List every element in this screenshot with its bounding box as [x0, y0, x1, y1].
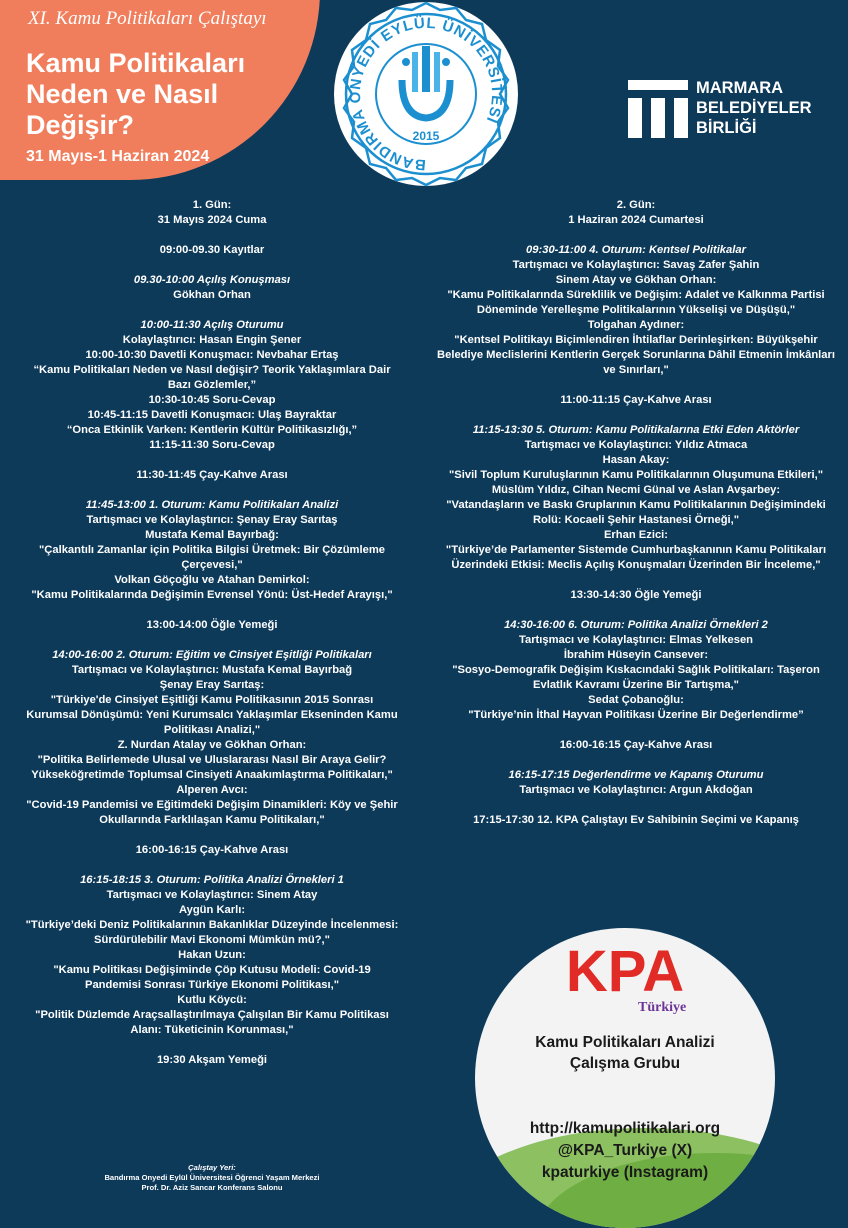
program-line: 19:30 Akşam Yemeği: [156, 1054, 268, 1066]
day1-program: [0, 198, 424, 1068]
spacer: [424, 573, 848, 588]
program-line: Üzerindeki Etkisi: Meclis Açılış Konuşmaları Üzerinden Bir İnceleme,": [451, 559, 821, 571]
program-line: Tartışmacı ve Kolaylaştırıcı: Argun Akdoğan: [519, 784, 753, 796]
program-line: Politikası Analizi,": [163, 724, 261, 736]
program-line: Sinem Atay ve Gökhan Orhan:: [555, 274, 717, 286]
program-line: Tartışmacı ve Kolaylaştırıcı: Sinem Atay: [106, 889, 318, 901]
venue-label: Çalıştay Yeri:: [188, 1163, 236, 1172]
event-title-line: Neden ve Nasıl: [26, 79, 219, 109]
spacer: [424, 723, 848, 738]
program-line: "Sivil Toplum Kuruluşlarının Kamu Politikalarının Oluşumuna Etkileri,": [448, 469, 824, 481]
session-heading: 16:15-17:15 Değerlendirme ve Kapanış Oturumu: [508, 769, 764, 781]
program-line: 16:00-16:15 Çay-Kahve Arası: [135, 844, 289, 856]
university-logo: [330, 0, 522, 190]
program-line: "Kamu Politikası Değişiminde Çöp Kutusu Modeli: Covid-19: [53, 964, 371, 976]
partner-logo-line: BİRLİĞİ: [696, 119, 757, 137]
spacer: [424, 603, 848, 618]
program-line: Z. Nurdan Atalay ve Gökhan Orhan:: [117, 739, 307, 751]
session-heading: 16:15-18:15 3. Oturum: Politika Analizi Örnekleri 1: [80, 874, 344, 886]
event-title-line: Kamu Politikaları: [26, 48, 246, 78]
website-link[interactable]: http://kamupolitikalari.org: [529, 1120, 721, 1137]
program-line: "Türkiye’nin İthal Hayvan Politikası Üzerine Bir Değerlendirme”: [468, 709, 804, 721]
program-line: Çerçevesi,": [181, 559, 243, 571]
program-line: "Politik Düzlemde Araçsallaştırılmaya Çalışılan Bir Kamu Politikası: [35, 1009, 389, 1021]
spacer: [0, 303, 424, 318]
program-line: 1. Gün:: [192, 199, 232, 211]
x-account[interactable]: @KPA_Turkiye (X): [557, 1142, 693, 1159]
program-line: "Türkiye’de Parlamenter Sistemde Cumhurbaşkanının Kamu Politikaları: [445, 544, 827, 556]
partner-logo-text: [696, 78, 812, 138]
session-heading: 11:45-13:00 1. Oturum: Kamu Politikaları Analizi: [85, 499, 339, 511]
program-line: “Kamu Politikaları Neden ve Nasıl değişir? Teorik Yaklaşımlara Dair: [33, 364, 391, 376]
partner-logo-line: BELEDİYELER: [696, 99, 812, 117]
event-title-line: Değişir?: [26, 110, 135, 140]
program-line: “Onca Etkinlik Varken: Kentlerin Kültür Politikasızlığı,”: [66, 424, 358, 436]
program-line: Hakan Uzun:: [178, 949, 246, 961]
spacer: [0, 1038, 424, 1053]
venue: [0, 1163, 424, 1193]
program-line: Kolaylaştırıcı: Hasan Engin Şener: [122, 334, 302, 346]
program-line: Sedat Çobanoğlu:: [588, 694, 684, 706]
session-heading: 14:30-16:00 6. Oturum: Politika Analizi Örnekleri 2: [504, 619, 768, 631]
program-line: 2. Gün:: [616, 199, 656, 211]
session-heading: 09:30-11:00 4. Oturum: Kentsel Politikalar: [526, 244, 746, 256]
kpa-logo: KPA: [565, 939, 685, 1004]
spacer: [0, 828, 424, 843]
partner-logo-line: MARMARA: [696, 79, 784, 97]
program-line: Tartışmacı ve Kolaylaştırıcı: Mustafa Kemal Bayırbağ: [71, 664, 353, 676]
program-line: 13:00-14:00 Öğle Yemeği: [146, 619, 278, 631]
venue-line: Bandırma Onyedi Eylül Üniversitesi Öğrenci Yaşam Merkezi: [104, 1173, 320, 1182]
program-line: Tartışmacı ve Kolaylaştırıcı: Elmas Yelkesen: [518, 634, 754, 646]
program-line: 11:15-11:30 Soru-Cevap: [149, 439, 275, 451]
program-line: 11:30-11:45 Çay-Kahve Arası: [136, 469, 288, 481]
program-line: 10:30-10:45 Soru-Cevap: [148, 394, 276, 406]
program-line: Bazı Gözlemler,”: [167, 379, 257, 391]
program-line: Kurumsal Dönüşümü: Yeni Kurumsalcı Yaklaşımlar Ekseninden Kamu: [26, 709, 398, 721]
event-dates: 31 Mayıs-1 Haziran 2024: [26, 148, 210, 165]
program-line: Gökhan Orhan: [173, 289, 251, 301]
spacer: [0, 483, 424, 498]
program-line: "Çalkantılı Zamanlar için Politika Bilgisi Üretmek: Bir Çözümleme: [39, 544, 385, 556]
venue-line: Prof. Dr. Aziz Sancar Konferans Salonu: [141, 1183, 283, 1192]
kpa-name: [475, 1032, 775, 1074]
program-line: Tolgahan Aydıner:: [587, 319, 685, 331]
program-line: Yükseköğretimde Toplumsal Cinsiyeti Anaakımlaştırma Politikaları,": [31, 769, 393, 781]
spacer: [424, 753, 848, 768]
spacer: [424, 408, 848, 423]
program-line: Okullarında Farklılaşan Kamu Politikaları,": [99, 814, 325, 826]
spacer: [0, 633, 424, 648]
program-line: Mustafa Kemal Bayırbağ:: [145, 529, 279, 541]
session-heading: 11:15-13:30 5. Oturum: Kamu Politikalarına Etki Eden Aktörler: [472, 424, 800, 436]
program-line: Evlatlık Kavramı Üzerine Bir Tartışma,": [533, 679, 739, 691]
program-line: 1 Haziran 2024 Cumartesi: [568, 214, 704, 226]
program-line: "Kamu Politikalarında Değişimin Evrensel Yönü: Üst-Hedef Arayışı,": [31, 589, 393, 601]
program-line: 31 Mayıs 2024 Cuma: [157, 214, 267, 226]
program-line: Sürdürülebilir Mavi Ekonomi Mümkün mü?,": [94, 934, 330, 946]
program-line: 13:30-14:30 Öğle Yemeği: [570, 589, 702, 601]
spacer: [0, 228, 424, 243]
program-line: Pandemisi Sonrası Türkiye Ekonomi Politikası,": [85, 979, 339, 991]
program-line: Aygün Karlı:: [178, 904, 246, 916]
kpa-name-line: Çalışma Grubu: [569, 1055, 681, 1072]
program-line: Şenay Eray Sarıtaş:: [159, 679, 265, 691]
instagram-account[interactable]: kpaturkiye (Instagram): [541, 1164, 709, 1181]
kpa-links: [475, 1118, 775, 1184]
logo-ring-text: BANDIRMA ONYEDİ EYLÜL ÜNİVERSİTESİ: [346, 14, 506, 174]
program-line: "Kamu Politikalarında Süreklilik ve Değişim: Adalet ve Kalkınma Partisi: [447, 289, 825, 301]
program-line: 11:00-11:15 Çay-Kahve Arası: [560, 394, 712, 406]
program-line: Hasan Akay:: [602, 454, 670, 466]
program-line: "Vatandaşların ve Baskı Gruplarının Kamu Politikalarının Değişimindeki: [446, 499, 826, 511]
program-line: "Türkiye’deki Deniz Politikalarının Bakanlıklar Düzeyinde İncelenmesi:: [25, 919, 399, 931]
spacer: [0, 858, 424, 873]
program-line: "Kentsel Politikayı Biçimlendiren İhtilaflar Derinleşirken: Büyükşehir: [454, 334, 818, 346]
kpa-name-line: Kamu Politikaları Analizi: [535, 1034, 715, 1051]
program-line: Rolü: Kocaeli Şehir Hastanesi Örneği,": [532, 514, 740, 526]
spacer: [424, 798, 848, 813]
session-heading: 10:00-11:30 Açılış Oturumu: [140, 319, 284, 331]
program-line: "Türkiye'de Cinsiyet Eşitliği Kamu Politikasının 2015 Sonrası: [50, 694, 374, 706]
program-line: Alperen Avcı:: [176, 784, 248, 796]
kpa-badge: [475, 928, 775, 1228]
partner-logo-mark: [628, 80, 688, 138]
program-line: ve Sınırları,": [603, 364, 669, 376]
spacer: [0, 258, 424, 273]
program-line: 17:15-17:30 12. KPA Çalıştayı Ev Sahibinin Seçimi ve Kapanış: [473, 814, 799, 826]
session-heading: 09.30-10:00 Açılış Konuşması: [133, 274, 291, 286]
kpa-logo-sub: Türkiye: [638, 1000, 687, 1015]
program-line: 10:45-11:15 Davetli Konuşmacı: Ulaş Bayraktar: [87, 409, 337, 421]
program-line: 10:00-10:30 Davetli Konuşmacı: Nevbahar Ertaş: [85, 349, 339, 361]
program-line: Tartışmacı ve Kolaylaştırıcı: Savaş Zafer Şahin: [512, 259, 760, 271]
program-line: 16:00-16:15 Çay-Kahve Arası: [559, 739, 713, 751]
event-title: [26, 48, 286, 141]
program-line: Döneminde Yerelleşme Politikalarının Yükselişi ve Düşüşü,": [476, 304, 796, 316]
program-line: İbrahim Hüseyin Cansever:: [563, 649, 709, 661]
program-line: Kutlu Köycü:: [177, 994, 247, 1006]
program-line: Volkan Göçoğlu ve Atahan Demirkol:: [114, 574, 310, 586]
spacer: [0, 603, 424, 618]
spacer: [424, 228, 848, 243]
program-line: "Politika Belirlemede Ulusal ve Uluslararası Nasıl Bir Araya Gelir?: [37, 754, 387, 766]
program-line: "Covid-19 Pandemisi ve Eğitimdeki Değişim Dinamikleri: Köy ve Şehir: [26, 799, 398, 811]
program-line: Belediye Meclislerini Kentlerin Gerçek Sorunlarına Dâhil Etmenin İmkânları: [437, 349, 835, 361]
event-series: XI. Kamu Politikaları Çalıştayı: [28, 8, 267, 29]
spacer: [424, 378, 848, 393]
day2-program: [424, 198, 848, 828]
program-line: Alanı: Tüketicinin Korunması,": [130, 1024, 294, 1036]
program-line: "Sosyo-Demografik Değişim Kıskacındaki Sağlık Politikaları: Taşeron: [452, 664, 820, 676]
logo-year: 2015: [412, 129, 440, 143]
spacer: [0, 453, 424, 468]
program-line: Müslüm Yıldız, Cihan Necmi Günal ve Aslan Avşarbey:: [491, 484, 781, 496]
program-line: 09:00-09.30 Kayıtlar: [159, 244, 265, 256]
session-heading: 14:00-16:00 2. Oturum: Eğitim ve Cinsiyet Eşitliği Politikaları: [52, 649, 372, 661]
program-line: Tartışmacı ve Kolaylaştırıcı: Şenay Eray Sarıtaş: [86, 514, 338, 526]
program-line: Tartışmacı ve Kolaylaştırıcı: Yıldız Atmaca: [524, 439, 748, 451]
program-line: Erhan Ezici:: [603, 529, 669, 541]
